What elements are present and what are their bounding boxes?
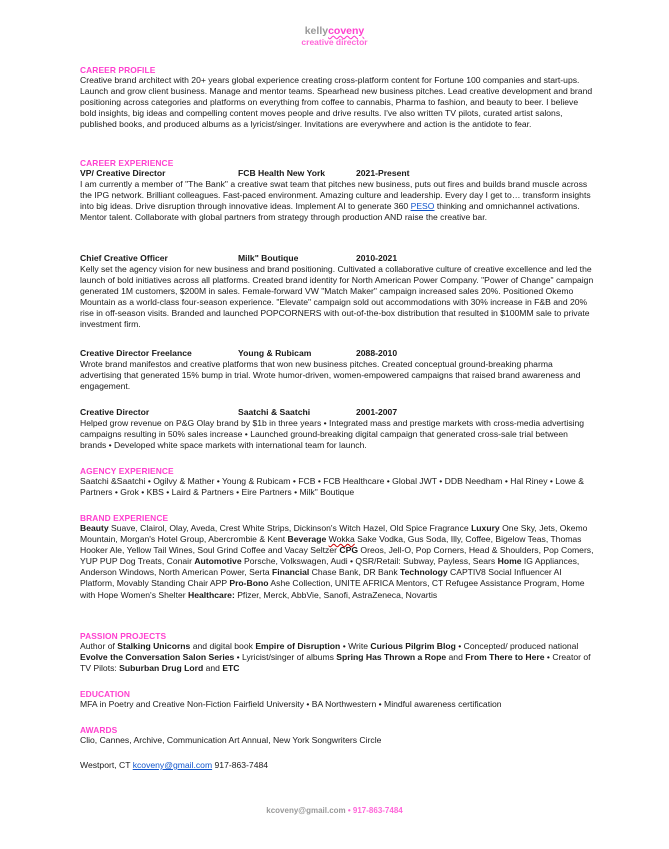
brand-items: Pfizer, Merck, AbbVie, Sanofi, AstraZeneca, Novartis <box>234 589 438 600</box>
footer-phone: 917-863-7484 <box>352 806 403 815</box>
spellcheck-word: Wokka <box>328 534 355 545</box>
passion-title: Suburban Drug Lord <box>119 663 204 674</box>
brand-items: CAPTIV8 Social Influencer AI Platform, Movably Standing Chair APP <box>80 567 562 589</box>
agency-experience-section <box>80 466 595 498</box>
job-text-part: thinking and omnichannel activations. Mentor talent. Collaborate with global partners from strategy through production AND raise the creative bar. <box>80 201 580 223</box>
brand-category: Healthcare: <box>188 589 235 600</box>
passion-title: Stalking Unicorns <box>117 641 191 651</box>
job-header <box>80 407 595 418</box>
brand-category: CPG <box>339 545 359 556</box>
brand-experience-section <box>80 513 595 601</box>
candidate-title: creative director <box>301 37 368 47</box>
candidate-name <box>0 26 669 37</box>
job-company: Milk" Boutique <box>238 253 299 263</box>
footer-separator: • <box>345 806 353 815</box>
email-link[interactable]: kcoveny@gmail.com <box>132 760 213 770</box>
job-dates: 2001-2007 <box>356 407 398 417</box>
passion-title: Evolve the Conversation Salon Series <box>80 652 235 663</box>
job-header <box>80 168 595 179</box>
passion-text-part: and digital book <box>190 641 256 651</box>
section-heading: CAREER PROFILE <box>80 65 156 75</box>
brand-items: Suave, Clairol, Olay, Aveda, Crest White Strips, Dickinson's Witch Hazel, Old Spice Fragrance <box>108 523 472 533</box>
section-heading: BRAND EXPERIENCE <box>80 513 169 523</box>
footer-email: kcoveny@gmail.com <box>266 806 346 815</box>
brand-items: Porsche, Volkswagen, Audi • QSR/Retail: Subway, Payless, Sears <box>241 556 498 567</box>
passion-projects-section <box>80 631 595 674</box>
contact-location: Westport, CT <box>80 760 133 770</box>
section-heading: EDUCATION <box>80 689 131 699</box>
contact-line <box>80 760 595 771</box>
brand-category: Beauty <box>80 523 109 533</box>
job-text-part: I am currently a member of "The Bank" a creative swat team that pitches new business, puts out fires and builds brand muscle across the IPG network. Brilliant colleagues. Fast-paced environment. Amazing culture and leadership. Every day I get to… transform insights into big ideas. Drive disruption through innovative ideas. Implement AI to generate 360 <box>80 179 591 212</box>
job-description: Wrote brand manifestos and creative platforms that won new business pitches. Created conceptual ground-breaking pharma advertising that generated 15% bump in trial. Wrote humor-driven, women-empowered campaigns that raised brand awareness and engagement. <box>80 359 581 392</box>
job-entry <box>80 407 595 451</box>
passion-title: Curious Pilgrim Blog <box>370 641 456 651</box>
passion-text <box>80 641 595 674</box>
job-title: Creative Director <box>80 407 150 417</box>
brand-list <box>80 523 595 601</box>
job-title: Creative Director Freelance <box>80 348 192 358</box>
contact-phone: 917-863-7484 <box>212 760 269 770</box>
profile-text: Creative brand architect with 20+ years global experience creating cross-platform content for Fortune 100 companies and start-ups. Launch and grow client business. Manage and mentor teams. Spearhead new business pitches. Lead creative development and brand positioning across categories and platforms on everything from coffee to cannabis, Pharma to fashion, and beauty to beer. I believe bold insights, big ideas and compelling content moves people and drive results. I've also written TV pilots, curated artist salons, published books, and produced albums as a lyricist/singer. Invitations are everywhere and action is the antidote to fear. <box>80 75 593 130</box>
name-first: kelly <box>304 25 329 37</box>
brand-category: Luxury <box>471 523 500 533</box>
section-heading: AWARDS <box>80 725 118 735</box>
brand-items: Ashe Collection, UNITE AFRICA Mentors, CT Refugee Assistance Program, Home with Hope Women's Shelter <box>80 578 585 600</box>
job-company: Saatchi & Saatchi <box>238 407 311 417</box>
job-title: VP/ Creative Director <box>80 168 166 178</box>
job-description <box>80 179 595 223</box>
agency-list: Saatchi &Saatchi • Ogilvy & Mather • Young & Rubicam • FCB • FCB Healthcare • Global JWT • DDB Needham • Hal Riney • Lowe & Partners • Grok • KBS • Laird & Partners • Eire Partners • Milk" Boutique <box>80 476 584 498</box>
awards-text: Clio, Cannes, Archive, Communication Art Annual, New York Songwriters Circle <box>80 735 382 745</box>
passion-text-part: • Lyricist/singer of albums <box>234 652 337 663</box>
job-entry <box>80 253 595 331</box>
passion-text-part: and <box>203 663 223 674</box>
passion-text-part: Author of <box>80 641 118 651</box>
passion-text-part: • Creator of TV Pilots: <box>80 652 591 674</box>
job-dates: 2021-Present <box>356 168 410 178</box>
brand-items: One Sky, Jets, Okemo Mountain, Morgan's Hotel Group, Abercrombie & Kent <box>80 523 588 545</box>
job-header <box>80 348 595 359</box>
job-title: Chief Creative Officer <box>80 253 168 263</box>
brand-items: Chase Bank, DR Bank <box>309 567 401 578</box>
job-entry <box>80 348 595 392</box>
section-heading: CAREER EXPERIENCE <box>80 158 174 168</box>
resume-header <box>0 26 669 47</box>
job-header <box>80 253 595 264</box>
career-experience-section <box>80 158 595 223</box>
contact-text <box>80 760 595 771</box>
job-company: Young & Rubicam <box>238 348 312 358</box>
education-text: MFA in Poetry and Creative Non-Fiction Fairfield University • BA Northwestern • Mindful awareness certification <box>80 699 502 709</box>
name-last: coveny <box>328 25 365 37</box>
brand-category: Automotive <box>194 556 242 567</box>
job-description: Helped grow revenue on P&G Olay brand by $1b in three years • Integrated mass and prestige markets with cross-media advertising campaigns resulting in 50% sales increase • Launched ground-breaking digital campaign that generated cross-sale trial between brands • Developed white space markets with international team for launch. <box>80 418 585 451</box>
section-heading: PASSION PROJECTS <box>80 631 167 641</box>
job-dates: 2010-2021 <box>356 253 398 263</box>
passion-title: Empire of Disruption <box>255 641 341 651</box>
passion-text-part: • Concepted/ produced national <box>455 641 579 651</box>
brand-category: Technology <box>400 567 448 578</box>
section-heading: AGENCY EXPERIENCE <box>80 466 174 476</box>
brand-category: Pro-Bono <box>229 578 269 589</box>
passion-title: From There to Here <box>465 652 545 663</box>
career-profile-section <box>80 65 595 130</box>
passion-title: Spring Has Thrown a Rope <box>336 652 447 663</box>
job-description: Kelly set the agency vision for new business and brand positioning. Cultivated a collaborative culture of creative excellence and led the launch of bold initiatives across all platforms. Created brand identity for North American Power Company. "Power of Change" campaign generated 1M customers, $200M in sales. Female-forward VW "Match Maker" campaign increased sales 20%. Positioned Okemo Mountain as a world-class four-season experience. "Elevate" campaign sold out accommodations with 30% increase in F&B and 20% rise in off-season visits. Branded and launched POPCORNERS with out-of-the-box distribution that resulted in $100MM sale to private investment firm. <box>80 264 594 330</box>
peso-link[interactable]: PESO <box>410 201 435 212</box>
brand-items: Sake Vodka, Gus Soda, Illy, Coffee, Bigelow Teas, Thomas Hooker Ale, Yellow Tail Wines, Soul Grind Coffee and Vacay Seltzer <box>80 534 582 556</box>
awards-section <box>80 725 595 746</box>
job-dates: 2088-2010 <box>356 348 398 358</box>
passion-title: ETC <box>222 663 240 674</box>
brand-category: Financial <box>272 567 310 578</box>
passion-text-part: • Write <box>340 641 371 651</box>
passion-text-part: and <box>446 652 466 663</box>
education-section <box>80 689 595 710</box>
job-company: FCB Health New York <box>238 168 326 178</box>
page-footer <box>0 806 669 815</box>
brand-category: Beverage <box>287 534 327 545</box>
brand-category: Home <box>497 556 522 567</box>
brand-items: Oreos, Jell-O, Pop Corners, Head & Shoulders, Pop Comers, YUP PUP Dog Treats, Conair <box>80 545 594 567</box>
brand-items: IG Appliances, Anderson Windows, North American Power, Serta <box>80 556 580 578</box>
